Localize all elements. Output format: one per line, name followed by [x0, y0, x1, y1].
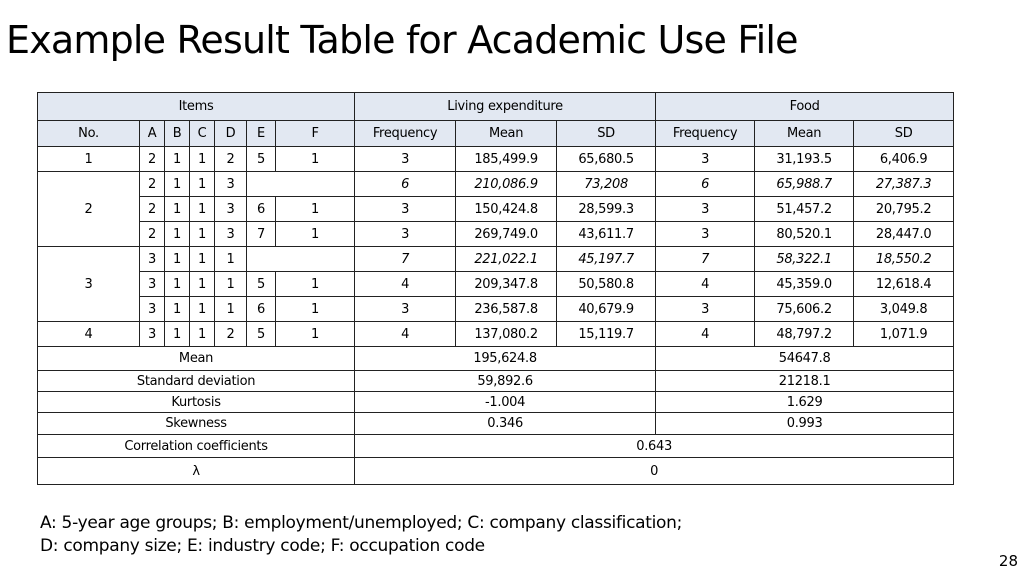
a-header: A	[140, 121, 165, 147]
food-mean: 75,606.2	[755, 297, 854, 322]
cell-d: 2	[215, 322, 247, 347]
cell-c: 1	[190, 322, 215, 347]
cell-e: 6	[247, 297, 276, 322]
stat-row-skewness	[38, 413, 954, 435]
table-row	[38, 197, 954, 222]
food-sd: 6,406.9	[854, 147, 954, 172]
living-mean: 210,086.9	[456, 172, 557, 197]
cell-e-f	[247, 172, 355, 197]
food-sd: 12,618.4	[854, 272, 954, 297]
food-sd: 3,049.8	[854, 297, 954, 322]
living-frequency: 4	[355, 272, 456, 297]
cell-f: 1	[276, 272, 355, 297]
cell-e: 7	[247, 222, 276, 247]
living-frequency: 6	[355, 172, 456, 197]
cell-b: 1	[165, 272, 190, 297]
cell-c: 1	[190, 247, 215, 272]
living-frequency-header: Frequency	[355, 121, 456, 147]
cell-c: 1	[190, 172, 215, 197]
cell-e: 5	[247, 322, 276, 347]
b-header: B	[165, 121, 190, 147]
food-mean: 65,988.7	[755, 172, 854, 197]
food-frequency: 6	[656, 172, 755, 197]
cell-c: 1	[190, 272, 215, 297]
living-mean: 209,347.8	[456, 272, 557, 297]
cell-f: 1	[276, 222, 355, 247]
skewness-label: Skewness	[38, 413, 355, 435]
food-frequency: 3	[656, 197, 755, 222]
living-frequency: 3	[355, 222, 456, 247]
skewness-living: 0.346	[355, 413, 656, 435]
living-mean: 269,749.0	[456, 222, 557, 247]
table-row	[38, 147, 954, 172]
food-frequency: 4	[656, 322, 755, 347]
living-sd: 15,119.7	[557, 322, 656, 347]
skewness-food: 0.993	[656, 413, 954, 435]
cell-e: 5	[247, 272, 276, 297]
cell-e-f	[247, 247, 355, 272]
table-row	[38, 222, 954, 247]
table-row	[38, 322, 954, 347]
living-mean: 137,080.2	[456, 322, 557, 347]
cell-d: 1	[215, 247, 247, 272]
cell-b: 1	[165, 322, 190, 347]
cell-d: 3	[215, 222, 247, 247]
c-header: C	[190, 121, 215, 147]
kurtosis-food: 1.629	[656, 392, 954, 413]
cell-f: 1	[276, 297, 355, 322]
group-number: 4	[38, 322, 140, 347]
cell-a: 3	[140, 322, 165, 347]
correlation-value: 0.643	[355, 435, 954, 458]
cell-f: 1	[276, 197, 355, 222]
cell-a: 3	[140, 272, 165, 297]
e-header: E	[247, 121, 276, 147]
page-number: 28	[998, 552, 1018, 570]
food-frequency: 7	[656, 247, 755, 272]
food-frequency: 3	[656, 222, 755, 247]
living-frequency: 3	[355, 147, 456, 172]
living-mean-header: Mean	[456, 121, 557, 147]
lambda-label: λ	[38, 458, 355, 485]
cell-a: 2	[140, 197, 165, 222]
food-sd: 28,447.0	[854, 222, 954, 247]
cell-c: 1	[190, 222, 215, 247]
living-mean: 150,424.8	[456, 197, 557, 222]
cell-d: 3	[215, 197, 247, 222]
header-row-top	[38, 93, 954, 121]
food-sd: 20,795.2	[854, 197, 954, 222]
food-mean-header: Mean	[755, 121, 854, 147]
cell-b: 1	[165, 222, 190, 247]
food-sd: 27,387.3	[854, 172, 954, 197]
d-header: D	[215, 121, 247, 147]
kurtosis-label: Kurtosis	[38, 392, 355, 413]
footnote	[40, 512, 682, 558]
living-sd: 50,580.8	[557, 272, 656, 297]
food-header: Food	[656, 93, 954, 121]
living-mean: 185,499.9	[456, 147, 557, 172]
living-frequency: 4	[355, 322, 456, 347]
stat-row-correlation	[38, 435, 954, 458]
cell-f: 1	[276, 322, 355, 347]
lambda-value: 0	[355, 458, 954, 485]
slide-title: Example Result Table for Academic Use File	[6, 18, 798, 62]
stat-row-kurtosis	[38, 392, 954, 413]
table-row	[38, 247, 954, 272]
food-sd: 1,071.9	[854, 322, 954, 347]
correlation-label: Correlation coefficients	[38, 435, 355, 458]
cell-a: 2	[140, 222, 165, 247]
cell-a: 2	[140, 172, 165, 197]
cell-b: 1	[165, 172, 190, 197]
living-sd: 40,679.9	[557, 297, 656, 322]
food-frequency-header: Frequency	[656, 121, 755, 147]
footnote-line-1: A: 5-year age groups; B: employment/unemployed; C: company classification;	[40, 513, 683, 533]
living-sd: 28,599.3	[557, 197, 656, 222]
food-sd: 18,550.2	[854, 247, 954, 272]
header-row-sub	[38, 121, 954, 147]
living-sd: 43,611.7	[557, 222, 656, 247]
food-mean: 31,193.5	[755, 147, 854, 172]
cell-c: 1	[190, 147, 215, 172]
cell-e: 5	[247, 147, 276, 172]
stat-row-mean	[38, 347, 954, 371]
f-header: F	[276, 121, 355, 147]
cell-b: 1	[165, 297, 190, 322]
cell-d: 2	[215, 147, 247, 172]
sd-food: 21218.1	[656, 371, 954, 392]
cell-e: 6	[247, 197, 276, 222]
mean-label: Mean	[38, 347, 355, 371]
sd-label: Standard deviation	[38, 371, 355, 392]
cell-f: 1	[276, 147, 355, 172]
living-frequency: 3	[355, 297, 456, 322]
cell-a: 3	[140, 247, 165, 272]
living-mean: 221,022.1	[456, 247, 557, 272]
cell-d: 1	[215, 272, 247, 297]
food-mean: 45,359.0	[755, 272, 854, 297]
food-mean: 58,322.1	[755, 247, 854, 272]
kurtosis-living: -1.004	[355, 392, 656, 413]
living-sd: 45,197.7	[557, 247, 656, 272]
cell-c: 1	[190, 297, 215, 322]
food-sd-header: SD	[854, 121, 954, 147]
cell-b: 1	[165, 247, 190, 272]
cell-a: 3	[140, 297, 165, 322]
food-mean: 51,457.2	[755, 197, 854, 222]
living-sd: 73,208	[557, 172, 656, 197]
group-number: 2	[38, 172, 140, 247]
food-frequency: 4	[656, 272, 755, 297]
mean-food: 54647.8	[656, 347, 954, 371]
table-row	[38, 297, 954, 322]
cell-b: 1	[165, 147, 190, 172]
group-number: 3	[38, 247, 140, 322]
food-mean: 48,797.2	[755, 322, 854, 347]
living-frequency: 3	[355, 197, 456, 222]
food-frequency: 3	[656, 147, 755, 172]
sd-living: 59,892.6	[355, 371, 656, 392]
living-sd: 65,680.5	[557, 147, 656, 172]
stat-row-lambda	[38, 458, 954, 485]
cell-d: 3	[215, 172, 247, 197]
footnote-line-2: D: company size; E: industry code; F: occupation code	[40, 536, 485, 556]
mean-living: 195,624.8	[355, 347, 656, 371]
living-frequency: 7	[355, 247, 456, 272]
table-row	[38, 172, 954, 197]
group-number: 1	[38, 147, 140, 172]
stat-row-sd	[38, 371, 954, 392]
items-header: Items	[38, 93, 355, 121]
cell-c: 1	[190, 197, 215, 222]
food-frequency: 3	[656, 297, 755, 322]
no-header: No.	[38, 121, 140, 147]
cell-d: 1	[215, 297, 247, 322]
food-mean: 80,520.1	[755, 222, 854, 247]
living-sd-header: SD	[557, 121, 656, 147]
cell-b: 1	[165, 197, 190, 222]
living-expenditure-header: Living expenditure	[355, 93, 656, 121]
table-row	[38, 272, 954, 297]
cell-a: 2	[140, 147, 165, 172]
result-table	[37, 92, 954, 485]
living-mean: 236,587.8	[456, 297, 557, 322]
